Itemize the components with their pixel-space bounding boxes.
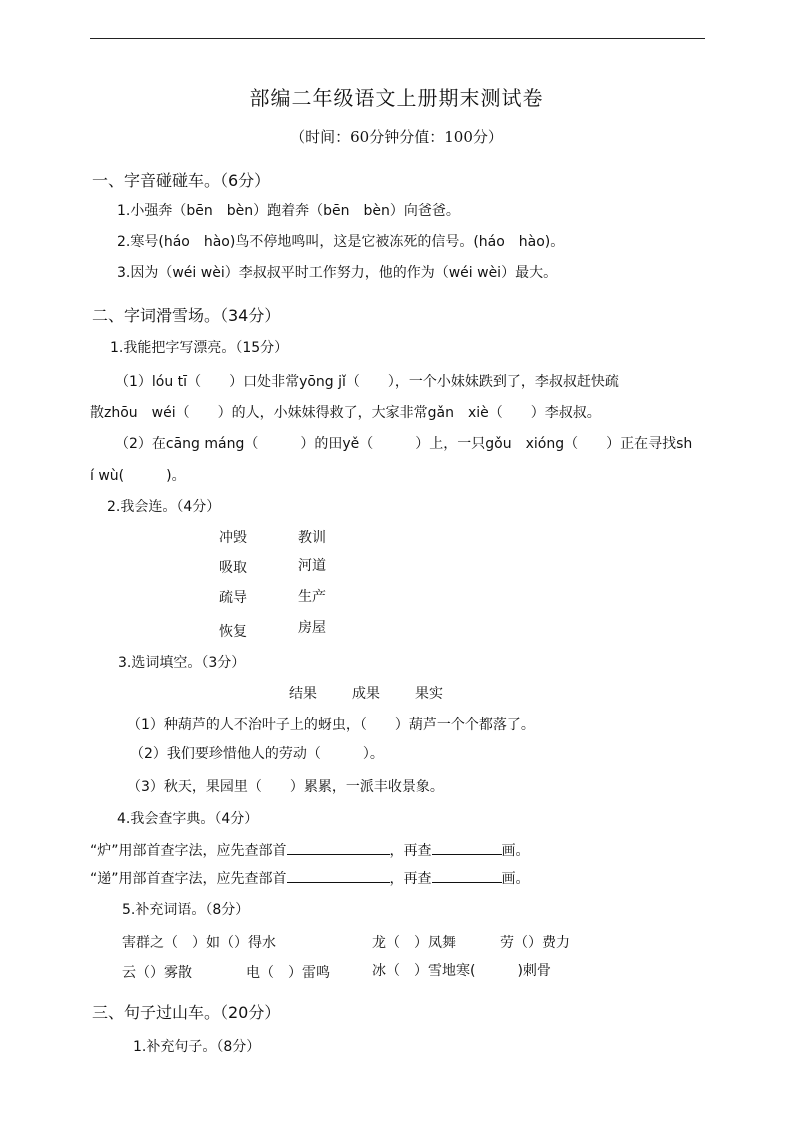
idiom-item: 冰（ ）雪地寒( )刺骨 <box>372 963 551 979</box>
idiom-item: 害群之（ ）如（）得水 <box>122 935 276 951</box>
radical-blank[interactable] <box>287 868 390 883</box>
q4b-end: 画。 <box>501 871 530 887</box>
s2-q1-line-c: （2）在cāng máng（ ）的田yě（ ）上，一只gǒu xióng（ ）正在寻找sh <box>115 436 693 452</box>
idiom-item: 云（）雾散 <box>122 965 192 981</box>
match-right-word: 房屋 <box>298 620 326 636</box>
s2-q3-line-b: （2）我们要珍惜他人的劳动（ ）。 <box>130 746 384 762</box>
s2-q3-line-c: （3）秋天，果园里（ ）累累，一派丰收景象。 <box>127 779 444 795</box>
choice-word: 成果 <box>352 686 380 702</box>
match-left-word: 疏导 <box>219 590 247 606</box>
q4b-prompt: “递”用部首查字法，应先查部首 <box>90 871 287 887</box>
q4b-mid: ，再查 <box>389 871 432 887</box>
q4a-mid: ，再查 <box>389 843 432 859</box>
q4a-prompt: “炉”用部首查字法，应先查部首 <box>90 843 287 859</box>
s2-q3-line-a: （1）种葫芦的人不治叶子上的蚜虫，（ ）葫芦一个个都落了。 <box>127 717 535 733</box>
radical-blank[interactable] <box>287 840 390 855</box>
s2-q1-line-d: í wù( )。 <box>90 468 186 484</box>
match-left-word: 冲毁 <box>219 530 247 546</box>
s2-q1-label: 1.我能把字写漂亮。（15分） <box>110 340 289 356</box>
page-title: 部编二年级语文上册期末测试卷 <box>249 86 544 110</box>
s2-q4-label: 4.我会查字典。（4分） <box>117 811 259 827</box>
match-right-word: 生产 <box>298 589 326 605</box>
s2-q3-label: 3.选词填空。（3分） <box>118 655 246 671</box>
idiom-item: 龙（ ）凤舞 <box>372 935 456 951</box>
header-rule <box>90 38 705 39</box>
s2-q1-line-a: （1）lóu tī（ ）口处非常yōng jǐ（ ），一个小妹妹跌到了，李叔叔赶快疏 <box>115 374 619 390</box>
idiom-item: 电（ ）雷鸣 <box>246 965 330 981</box>
section-1-heading: 一、字音碰碰车。（6分） <box>92 171 271 190</box>
match-right-word: 河道 <box>298 558 326 574</box>
choice-word: 结果 <box>289 686 317 702</box>
stroke-count-blank[interactable] <box>432 868 502 883</box>
s2-q4-line-b <box>90 868 530 888</box>
q4a-end: 画。 <box>501 843 530 859</box>
idiom-item: 劳（）费力 <box>500 935 570 951</box>
stroke-count-blank[interactable] <box>432 840 502 855</box>
match-left-word: 恢复 <box>219 624 247 640</box>
match-right-word: 教训 <box>298 530 326 546</box>
s1-line-3: 3.因为（wéi wèi）李叔叔平时工作努力，他的作为（wéi wèi）最大。 <box>117 265 558 281</box>
choice-word: 果实 <box>415 686 443 702</box>
s2-q4-line-a <box>90 840 530 860</box>
match-left-word: 吸取 <box>219 560 247 576</box>
section-3-heading: 三、句子过山车。（20分） <box>92 1003 281 1022</box>
s2-q1-line-b: 散zhōu wéi（ ）的人，小妹妹得救了，大家非常gǎn xiè（ ）李叔叔。 <box>90 405 601 421</box>
s1-line-2: 2.寒号(háo hào)鸟不停地鸣叫，这是它被冻死的信号。(háo hào)。 <box>117 234 565 250</box>
s3-q1-label: 1.补充句子。（8分） <box>133 1039 261 1055</box>
s2-q2-label: 2.我会连。（4分） <box>107 499 221 515</box>
s1-line-1: 1.小强奔（bēn bèn）跑着奔（bēn bèn）向爸爸。 <box>117 203 460 219</box>
page-subtitle: （时间：60分钟分值：100分） <box>290 128 503 146</box>
s2-q5-label: 5.补充词语。（8分） <box>122 902 250 918</box>
section-2-heading: 二、字词滑雪场。（34分） <box>92 306 281 325</box>
